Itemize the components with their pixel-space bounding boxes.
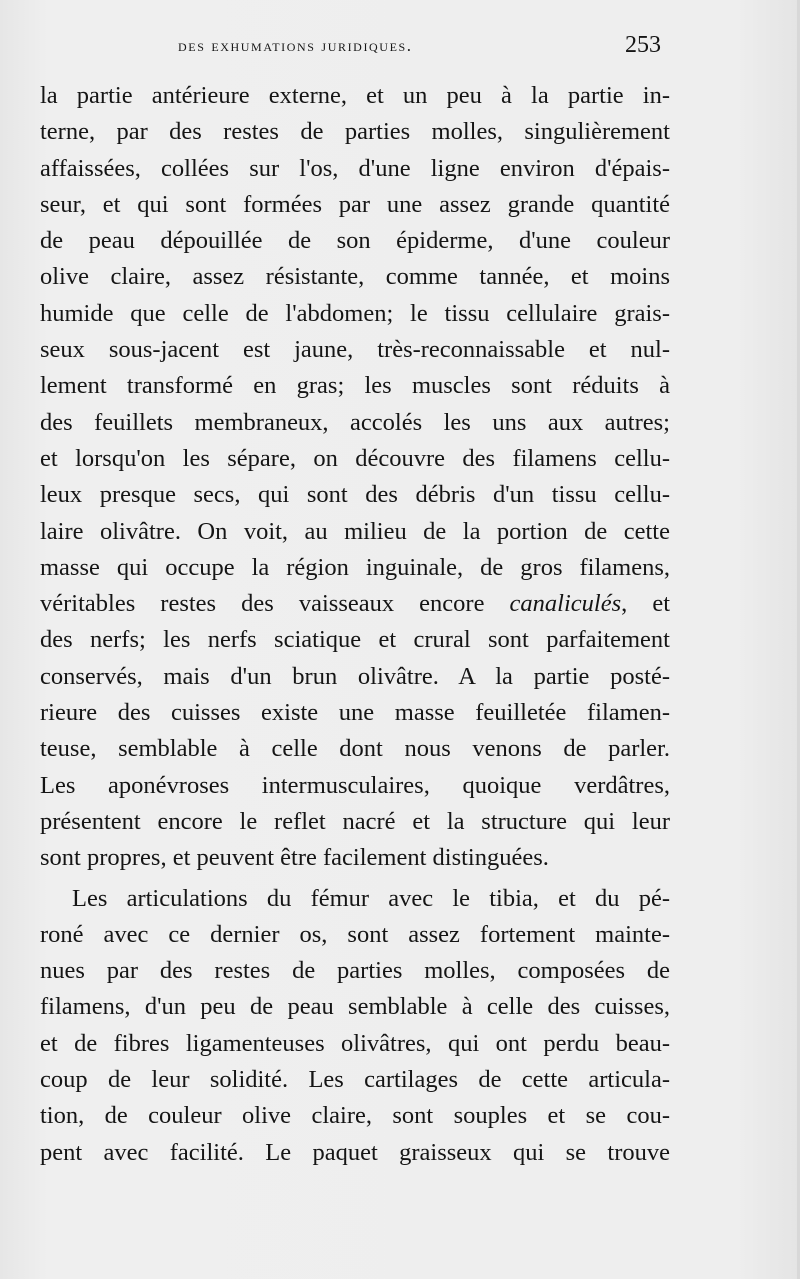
text-line: olive claire, assez résistante, comme tannée, et moins xyxy=(40,263,670,291)
text-line: des nerfs; les nerfs sciatique et crural sont parfaitement xyxy=(40,626,670,654)
text-line: roné avec ce dernier os, sont assez fortement mainte- xyxy=(40,920,670,948)
text-line: et de fibres ligamenteuses olivâtres, qui ont perdu beau- xyxy=(40,1029,670,1057)
text-line: humide que celle de l'abdomen; le tissu cellulaire grais- xyxy=(40,299,670,327)
text-line: pent avec facilité. Le paquet graisseux qui se trouve xyxy=(40,1138,670,1166)
text-line: leux presque secs, qui sont des débris d'un tissu cellu- xyxy=(40,481,670,509)
text-line: terne, par des restes de parties molles, singulièrement xyxy=(40,118,670,146)
text-line: des feuillets membraneux, accolés les uns aux autres; xyxy=(40,408,670,436)
running-title: des exhumations juridiques. xyxy=(178,36,413,55)
text-line: rieure des cuisses existe une masse feuilletée filamen- xyxy=(40,699,670,727)
text-line: filamens, d'un peu de peau semblable à celle des cuisses, xyxy=(40,993,670,1021)
text-line: et lorsqu'on les sépare, on découvre des filamens cellu- xyxy=(40,444,670,472)
text-line: présentent encore le reflet nacré et la structure qui leur xyxy=(40,807,670,835)
text-segment: , et xyxy=(621,590,670,618)
text-line: conservés, mais d'un brun olivâtre. A la partie posté- xyxy=(40,662,670,690)
text-line: affaissées, collées sur l'os, d'une ligne environ d'épais- xyxy=(40,154,670,182)
text-line: seur, et qui sont formées par une assez grande quantité xyxy=(40,190,670,218)
text-line-with-italic xyxy=(40,586,670,622)
text-line: teuse, semblable à celle dont nous venons de parler. xyxy=(40,735,670,763)
page-number: 253 xyxy=(625,32,661,58)
body-text xyxy=(40,78,670,1171)
text-line: Les aponévroses intermusculaires, quoique verdâtres, xyxy=(40,771,670,799)
text-line: lement transformé en gras; les muscles sont réduits à xyxy=(40,372,670,400)
text-line: de peau dépouillée de son épiderme, d'une couleur xyxy=(40,227,670,255)
text-line: nues par des restes de parties molles, composées de xyxy=(40,957,670,985)
text-line: masse qui occupe la région inguinale, de gros filamens, xyxy=(40,553,670,581)
paragraph-first-line: Les articulations du fémur avec le tibia, et du pé- xyxy=(72,884,670,912)
text-line: laire olivâtre. On voit, au milieu de la portion de cette xyxy=(40,517,670,545)
page-header xyxy=(0,32,800,66)
text-line: seux sous-jacent est jaune, très-reconnaissable et nul- xyxy=(40,336,670,364)
text-segment: véritables restes des vaisseaux encore xyxy=(40,590,510,618)
italic-word: canaliculés xyxy=(509,590,622,618)
text-line: la partie antérieure externe, et un peu à la partie in- xyxy=(40,82,670,109)
text-line: coup de leur solidité. Les cartilages de cette articula- xyxy=(40,1066,670,1094)
text-line: tion, de couleur olive claire, sont souples et se cou- xyxy=(40,1102,670,1130)
text-line: sont propres, et peuvent être facilement distinguées. xyxy=(40,844,549,872)
